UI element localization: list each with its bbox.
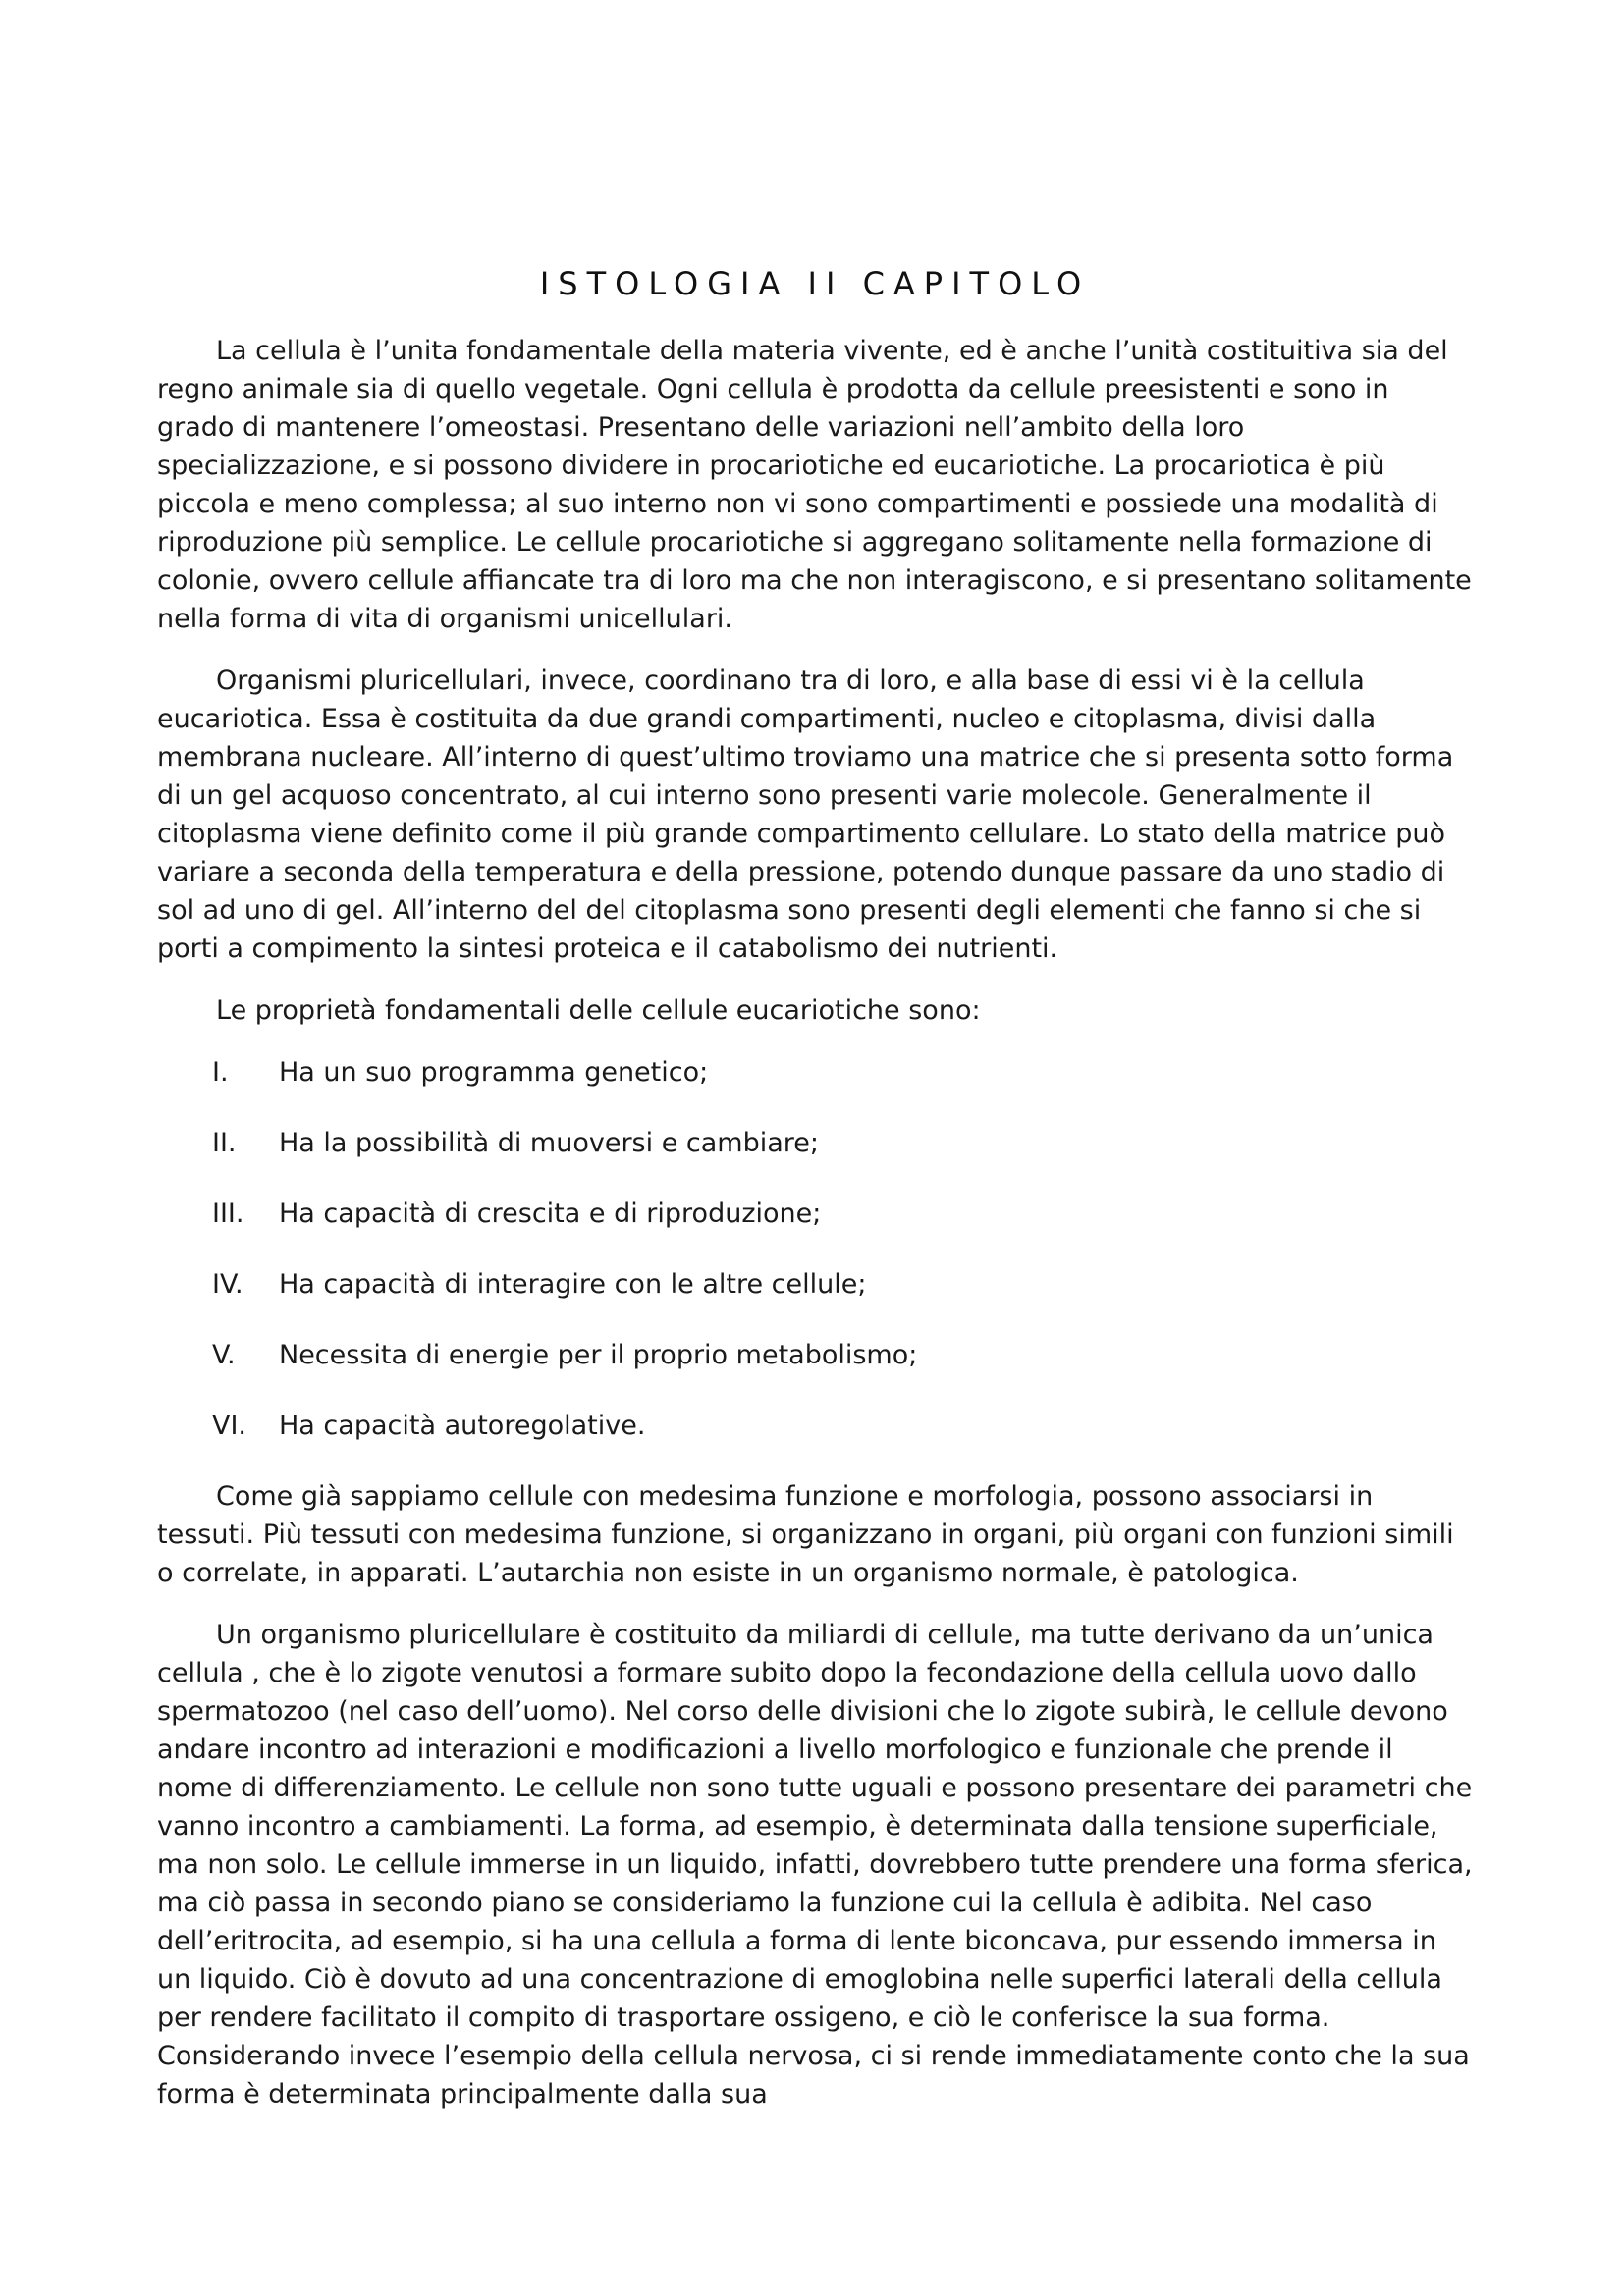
paragraph-list-intro: Le proprietà fondamentali delle cellule eucariotiche sono: [216,995,981,1026]
document-page [157,265,1473,2137]
list-item-text: Necessita di energie per il proprio metabolismo; [279,1340,918,1370]
list-item [157,1053,1473,1092]
list-item [157,1195,1473,1233]
list-item [157,1336,1473,1374]
list-item-text: Ha capacità di interagire con le altre cellule; [279,1269,867,1300]
list-item-text: Ha capacità autoregolative. [279,1411,646,1441]
list-item-text: Ha la possibilità di muoversi e cambiare; [279,1128,819,1158]
list-item-number: VI. [212,1411,247,1441]
list-item-number: II. [212,1128,237,1158]
paragraph-intro: La cellula è l’unita fondamentale della materia vivente, ed è anche l’unità costituitiva sia del regno animale sia di quello vegetale. Ogni cellula è prodotta da cellule preesistenti e sono in grado di mantenere l’omeostasi. Presentano delle variazioni nell’ambito della loro specializzazione, e si possono dividere in procariotiche ed eucariotiche. La procariotica è più piccola e meno complessa; al suo interno non vi sono compartimenti e possiede una modalità di riproduzione più semplice. Le cellule procariotiche si aggregano solitamente nella formazione di colonie, ovvero cellule affiancate tra di loro ma che non interagiscono, e si presentano solitamente nella forma di vita di organismi unicellulari. [157,336,1472,634]
list-item-number: III. [212,1199,244,1229]
properties-list [157,1053,1473,1445]
list-item [157,1124,1473,1162]
paragraph-multicellular: Un organismo pluricellulare è costituito da miliardi di cellule, ma tutte derivano da un’unica cellula , che è lo zigote venutosi a formare subito dopo la fecondazione della cellula uovo dallo spermatozoo (nel caso dell’uomo). Nel corso delle divisioni che lo zigote subirà, le cellule devono andare incontro ad interazioni e modificazioni a livello morfologico e funzionale che prende il nome di differenziamento. Le cellule non sono tutte uguali e possono presentare dei parametri che vanno incontro a cambiamenti. La forma, ad esempio, è determinata dalla tensione superficiale, ma non solo. Le cellule immerse in un liquido, infatti, dovrebbero tutte prendere una forma sferica, ma ciò passa in secondo piano se consideriamo la funzione cui la cellula è adibita. Nel caso dell’eritrocita, ad esempio, si ha una cellula a forma di lente biconcava, pur essendo immersa in un liquido. Ciò è dovuto ad una concentrazione di emoglobina nelle superfici laterali della cellula per rendere facilitato il compito di trasportare ossigeno, e ciò le conferisce la sua forma. Considerando invece l’esempio della cellula nervosa, ci si rende immediatamente conto che la sua forma è determinata principalmente dalla sua [157,1620,1473,2109]
list-item-number: I. [212,1057,229,1088]
list-item [157,1265,1473,1304]
paragraph-eukaryotic: Organismi pluricellulari, invece, coordinano tra di loro, e alla base di essi vi è la cellula eucariotica. Essa è costituita da due grandi compartimenti, nucleo e citoplasma, divisi dalla membrana nucleare. All’interno di quest’ultimo troviamo una matrice che si presenta sotto forma di un gel acquoso concentrato, al cui interno sono presenti varie molecole. Generalmente il citoplasma viene definito come il più grande compartimento cellulare. Lo stato della matrice può variare a seconda della temperatura e della pressione, potendo dunque passare da uno stadio di sol ad uno di gel. All’interno del del citoplasma sono presenti degli elementi che fanno si che si porti a compimento la sintesi proteica e il catabolismo dei nutrienti. [157,666,1454,964]
page-title: ISTOLOGIA II CAPITOLO [539,265,1091,302]
list-item-number: IV. [212,1269,243,1300]
list-item-number: V. [212,1340,236,1370]
list-item [157,1407,1473,1445]
paragraph-tissues: Come già sappiamo cellule con medesima funzione e morfologia, possono associarsi in tessuti. Più tessuti con medesima funzione, si organizzano in organi, più organi con funzioni simili o correlate, in apparati. L’autarchia non esiste in un organismo normale, è patologica. [157,1481,1454,1588]
list-item-text: Ha capacità di crescita e di riproduzione; [279,1199,822,1229]
list-item-text: Ha un suo programma genetico; [279,1057,709,1088]
